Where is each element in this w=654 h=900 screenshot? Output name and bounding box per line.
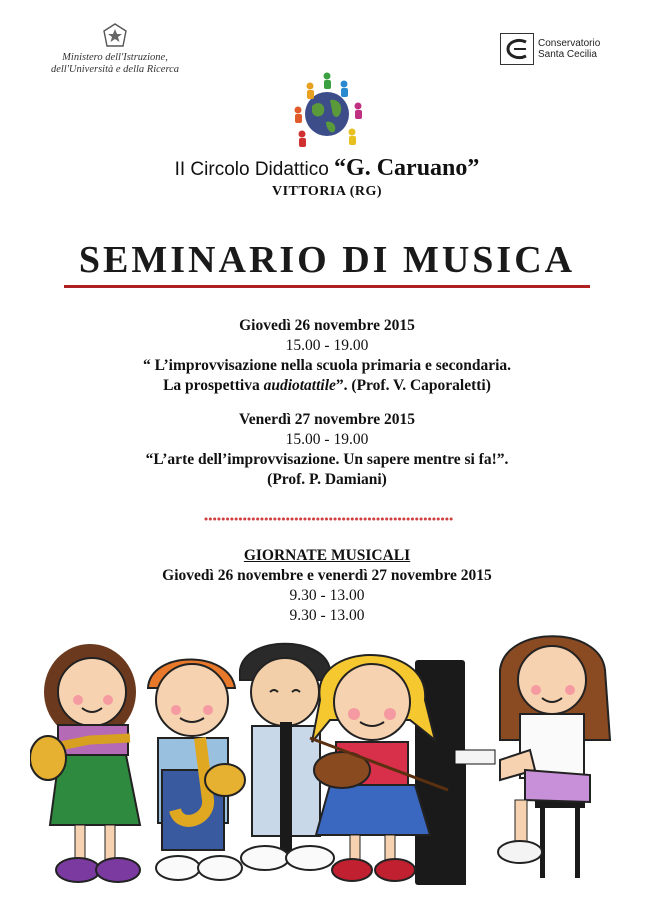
- globe-people-icon: [282, 70, 372, 150]
- ministry-header: [35, 22, 195, 76]
- day1-topic-post: ”. (Prof. V. Caporaletti): [335, 377, 491, 394]
- conservatorio-text: [538, 38, 600, 60]
- day2-topic-line2: (Prof. P. Damiani): [267, 471, 387, 488]
- piano-icon: [415, 660, 495, 885]
- ministry-name-line1: Ministero dell'Istruzione,: [62, 52, 168, 63]
- seminar-day2: [0, 410, 654, 490]
- conservatorio-line1: Conservatorio: [538, 38, 601, 49]
- school-header: [0, 155, 654, 200]
- dotted-separator: [204, 516, 454, 522]
- giornate-title: GIORNATE MUSICALI: [243, 547, 411, 564]
- day1-topic-italic: audiotattile: [263, 377, 336, 394]
- day1-topic-line2: [0, 376, 654, 396]
- school-name: “G. Caruano”: [334, 155, 480, 181]
- giornate-time2: 9.30 - 13.00: [289, 607, 365, 624]
- giornate-musicali: [0, 546, 654, 626]
- title-underline: [64, 285, 590, 288]
- day2-date: Venerdì 27 novembre 2015: [238, 411, 416, 428]
- children-musicians-illustration: [30, 630, 630, 895]
- giornate-dates: Giovedì 26 novembre e venerdì 27 novembre 2015: [162, 567, 492, 584]
- day1-topic-pre: La prospettiva: [163, 377, 264, 394]
- conservatorio-line2: Santa Cecilia: [538, 49, 597, 60]
- school-title: [0, 155, 654, 182]
- seminar-title: SEMINARIO DI MUSICA: [78, 239, 576, 281]
- ministry-name-line2: dell'Università e della Ricerca: [50, 64, 180, 75]
- kid-clarinet: [240, 644, 334, 870]
- day2-topic-line1: “L’arte dell’improvvisazione. Un sapere mentre si fa!”.: [145, 451, 509, 468]
- kid-piano: [498, 636, 610, 863]
- day1-date: Giovedì 26 novembre 2015: [239, 317, 415, 334]
- seminar-day1: [0, 316, 654, 396]
- giornate-time1: 9.30 - 13.00: [289, 587, 365, 604]
- conservatorio-logo-icon: [500, 33, 534, 65]
- school-prefix: II Circolo Didattico: [174, 159, 335, 180]
- day2-time: 15.00 - 19.00: [285, 431, 369, 448]
- italian-emblem-icon: [102, 22, 128, 50]
- kid-saxophone: [148, 660, 245, 881]
- school-city: VITTORIA (RG): [271, 184, 383, 199]
- day1-topic-line1: “ L’improvvisazione nella scuola primaria e secondaria.: [142, 357, 512, 374]
- day1-time: 15.00 - 19.00: [285, 337, 369, 354]
- conservatorio-logo: [500, 32, 618, 66]
- kid-trumpet: [30, 644, 140, 882]
